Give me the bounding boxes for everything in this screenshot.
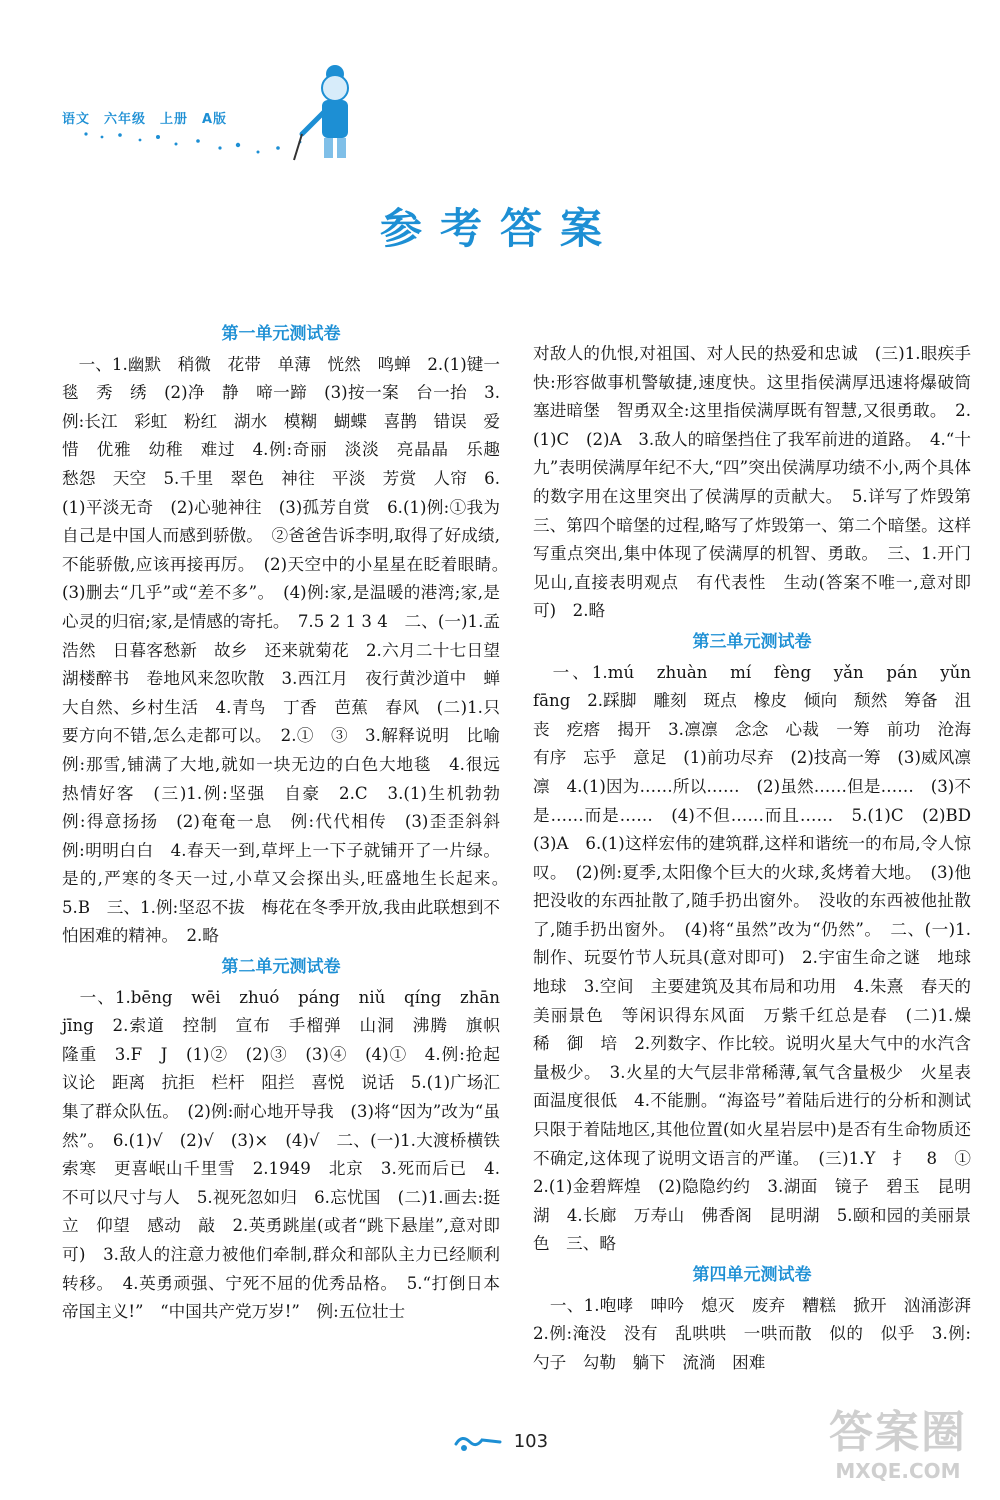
left-column [62,318,517,1327]
unit-4-answers: 一、1.咆哮 呻吟 熄灭 废弃 糟糕 掀开 汹涌澎湃 2.例:淹没 没有 乱哄哄 一哄而散 似的 似乎 3.例:勺子 勾勒 躺下 流淌 困难 [533,1295,988,1372]
unit-2-answers: 一、1.bēng wēi zhuó páng niǔ qíng zhān jīng 2.索道 控制 宣布 手榴弹 山洞 沸腾 旗帜 隆重 3.F J (1)② (2)③ (3)④ (4)① 4.例:抢起 议论 距离 抗拒 栏杆 阻拦 喜悦 说话 5.(1)广场汇集了群众队伍。 (2)例:耐心地开导我 (3)将“因为”改为“虽然”。 6.(1)√ (2)√ (3)× (4)√ 二、(一)1.大渡桥横铁索寒 更喜岷山千里雪 2.1949 北京 3.死而后已 4.不可以尺寸与人 5.视死忽如归 6.忘忧国 (二)1.画去:挺立 仰望 感动 敲 2.英勇跳崖(或者“跳下悬崖”,意对即可) 3.敌人的注意力被他们牵制,群众和部队主力已经顺利转移。 4.英勇顽强、宁死不屈的优秀品格。 5.“打倒日本帝国主义!” “中国共产党万岁!” 例:五位壮士 [62,987,517,1322]
section-title-unit-4: 第四单元测试卷 [692,1265,812,1285]
site-watermark-logo [808,1408,988,1494]
watermark-text-big: 答案圈 [829,1407,967,1458]
page-number: 103 [513,1431,549,1452]
decorative-dots [80,128,320,168]
unit-2-answers-continued: 对敌人的仇恨,对祖国、对人民的热爱和忠诚 (三)1.眼疾手快:形容做事机警敏捷,速度快。这里指侯满厚迅速将爆破筒塞进暗堡 智勇双全:这里指侯满厚既有智慧,又很勇敢。 2.(1)C (2)A 3.敌人的暗堡挡住了我军前进的道路。 4.“十九”表明侯满厚年纪不大,“四”突出侯满厚功绩不小,两个具体的数字用在这里突出了侯满厚的贡献大。 5.详写了炸毁第三、第四个暗堡的过程,略写了炸毁第一、第二个暗堡。这样写重点突出,集中体现了侯满厚的机智、勇敢。 三、1.开门见山,直接表明观点 有代表性 生动(答案不唯一,意对即可) 2.略 [533,344,971,621]
section-title-unit-3: 第三单元测试卷 [692,631,812,652]
footer-logo-icon [452,1430,504,1454]
child-mascot-icon [290,60,370,165]
section-title-unit-1: 第一单元测试卷 [221,324,341,344]
page-title: 参考答案 [379,204,620,253]
watermark-text-small: MXQE.COM [835,1459,961,1483]
unit-3-answers: 一、1.mú zhuàn mí fèng yǎn pán yǔn fāng 2.踩脚 雕刻 斑点 橡皮 倾向 颓然 筹备 沮丧 疙瘩 揭开 3.凛凛 念念 心裁 一筹 前功 沧海 有序 忘乎 意足 (1)前功尽弃 (2)技高一筹 (3)威风凛凛 4.(1)因为……所以…… (2)虽然……但是…… (3)不是……而是…… (4)不但……而且…… 5.(1)C (2)BD (3)A 6.(1)这样宏伟的建筑群,这样和谐统一的布局,令人惊叹。 (2)例:夏季,太阳像个巨大的火球,炙烤着大地。 (3)他把没收的东西扯散了,随手扔出窗外。 没收的东西被他扯散了,随手扔出窗外。 (4)将“虽然”改为“仍然”。 二、(一)1.制作、玩耍竹节人玩具(意对即可) 2.宇宙生命之谜 地球 地球 3.空间 主要建筑及其布局和功用 4.朱熹 春天的美丽景色 等闲识得东风面 万紫千红总是春 (二)1.燥 稀 御 培 2.列数字、作比较。说明火星大气中的水汽含量极少。 3.火星的大气层非常稀薄,氧气含量极少 火星表面温度很低 4.不能删。“海盗号”着陆后进行的分析和测试只限于着陆地区,其他位置(如火星岩层中)是否有生命物质还不确定,这体现了说明文语言的严谨。 (三)1.Y 扌 8 ① 2.(1)金碧辉煌 (2)隐隐约约 3.湖面 镜子 碧玉 昆明湖 4.长廊 万寿山 佛香阁 昆明湖 5.颐和园的美丽景色 三、略 [533,662,988,1254]
section-title-unit-2: 第二单元测试卷 [221,957,341,978]
unit-1-answers: 一、1.幽默 稍微 花带 单薄 恍然 鸣蝉 2.(1)键一毯 秀 绣 (2)净 静 啼一蹄 (3)按一案 台一抬 3.例:长江 彩虹 粉红 湖水 模糊 蝴蝶 喜鹊 错误 爱惜 优雅 幼稚 难过 4.例:奇丽 淡淡 亮晶晶 乐趣 愁怨 天空 5.千里 翠色 神往 平淡 芳赏 人帘 6.(1)平淡无奇 (2)心驰神往 (3)孤芳自赏 6.(1)例:①我为自己是中国人而感到骄傲。 ②爸爸告诉李明,取得了好成绩,不能骄傲,应该再接再厉。 (2)天空中的小星星在眨着眼睛。 (3)删去“几乎”或“差不多”。 (4)例:家,是温暖的港湾;家,是心灵的归宿;家,是情感的寄托。 7.5 2 1 3 4 二、(一)1.孟浩然 日暮客愁新 故乡 还来就菊花 2.六月二十七日望湖楼醉书 卷地风来忽吹散 3.西江月 夜行黄沙道中 蝉 大自然、乡村生活 4.青鸟 丁香 芭蕉 春风 (二)1.只要方向不错,怎么走都可以。 2.① ③ 3.解释说明 比喻 例:那雪,铺满了大地,就如一块无边的白色大地毯 4.很远 热情好客 (三)1.例:坚强 自豪 2.C 3.(1)生机勃勃 例:得意扬扬 (2)奄奄一息 例:代代相传 (3)歪歪斜斜 例:明明白白 4.春天一到,草坪上一下子就铺开了一片绿。是的,严寒的冬天一过,小草又会探出头,旺盛地生长起来。 5.B 三、1.例:坚忍不拔 梅花在冬季开放,我由此联想到不怕困难的精神。 2.略 [62,354,517,946]
right-column [533,340,988,1377]
book-header-label: 语文 六年级 上册 A版 [62,112,228,127]
